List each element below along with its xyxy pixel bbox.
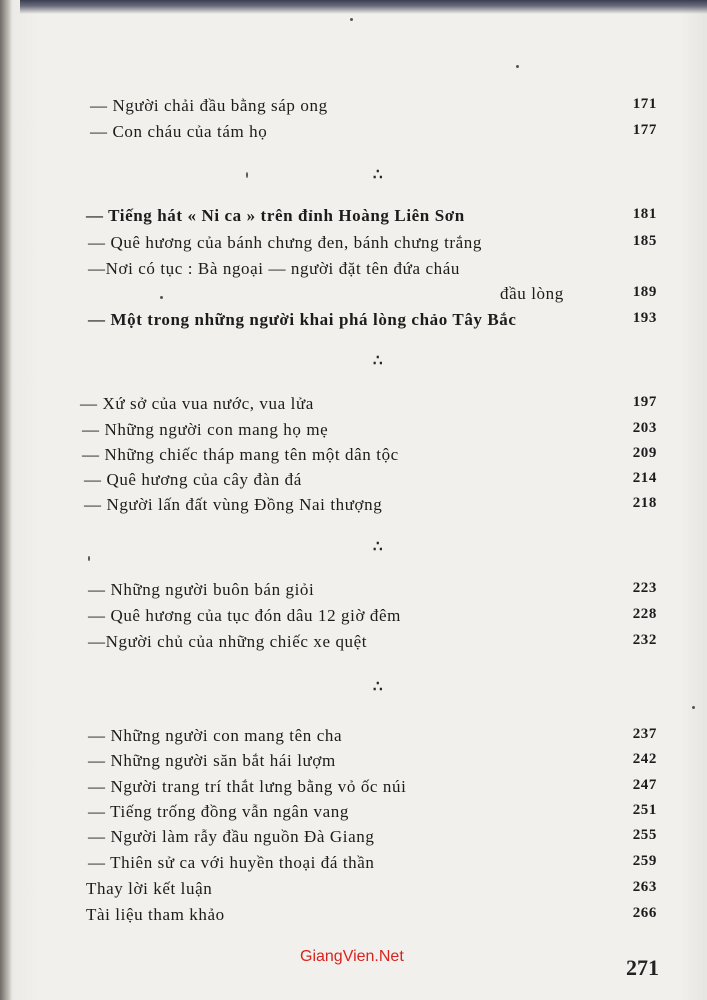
toc-entry xyxy=(0,470,707,496)
toc-entry xyxy=(0,495,707,521)
toc-entry xyxy=(0,879,707,905)
toc-entry-page: 259 xyxy=(632,853,657,869)
toc-entry-page: 263 xyxy=(632,879,657,895)
toc-entry-page: 177 xyxy=(632,122,657,138)
toc-entry-title: — Người chải đầu bằng sáp ong xyxy=(90,96,328,115)
toc-entry xyxy=(0,802,707,828)
toc-entry xyxy=(0,726,707,752)
toc-entry-page: 218 xyxy=(632,495,657,511)
toc-entry-page: 242 xyxy=(632,751,657,767)
toc-entry-title: — Những người con mang tên cha xyxy=(88,726,343,745)
toc-entry xyxy=(0,827,707,853)
toc-entry-page: 223 xyxy=(632,580,657,596)
toc-entry xyxy=(0,606,707,632)
toc-entry-page: 247 xyxy=(632,777,657,793)
toc-entry-page: 266 xyxy=(632,905,657,921)
toc-entry xyxy=(0,751,707,777)
toc-entry-page: 214 xyxy=(632,470,657,486)
toc-entry xyxy=(0,259,707,285)
toc-entry xyxy=(0,632,707,658)
toc-entry-title: —Người chủ của những chiếc xe quệt xyxy=(88,632,368,651)
toc-entry-page: 171 xyxy=(632,96,657,112)
toc-entry xyxy=(0,310,707,336)
section-separator: ∴ xyxy=(373,167,383,183)
toc-entry-title: — Một trong những người khai phá lòng chảo Tây Bắc xyxy=(88,310,517,329)
toc-entry xyxy=(0,445,707,471)
toc-entry-title: Thay lời kết luận xyxy=(86,879,213,898)
toc-entry-title: — Người lấn đất vùng Đồng Nai thượng xyxy=(84,495,383,514)
toc-entry-title: — Xứ sở của vua nước, vua lửa xyxy=(80,394,314,413)
toc-entry-page: 251 xyxy=(632,802,657,818)
toc-entry xyxy=(0,122,707,148)
toc-entry xyxy=(0,777,707,803)
toc-entry-title: — Những người con mang họ mẹ xyxy=(82,420,329,439)
toc-entry xyxy=(0,420,707,446)
toc-entry-title: — Người làm rẫy đầu nguồn Đà Giang xyxy=(88,827,375,846)
toc-entry-title: — Tiếng hát « Ni ca » trên đỉnh Hoàng Liên Sơn xyxy=(86,206,465,225)
toc-entry-title: — Những chiếc tháp mang tên một dân tộc xyxy=(82,445,399,464)
toc-entry-page: 237 xyxy=(632,726,657,742)
toc-entry-page: 203 xyxy=(632,420,657,436)
toc-entry-page: 193 xyxy=(632,310,657,326)
toc-entry-title: — Con cháu của tám họ xyxy=(90,122,268,141)
toc-entry xyxy=(0,580,707,606)
toc-entry-title: — Thiên sử ca với huyền thoại đá thần xyxy=(88,853,375,872)
toc-entry-title: — Quê hương của cây đàn đá xyxy=(84,470,302,489)
toc-entry-page: 228 xyxy=(632,606,657,622)
toc-entry xyxy=(0,96,707,122)
toc-entry xyxy=(0,394,707,420)
toc-entry xyxy=(0,284,707,310)
toc-entry xyxy=(0,853,707,879)
toc-entry-title: — Quê hương của tục đón dâu 12 giờ đêm xyxy=(88,606,401,625)
toc-entry-page: 232 xyxy=(632,632,657,648)
toc-entry xyxy=(0,233,707,259)
toc-entry-title: — Những người buôn bán giỏi xyxy=(88,580,315,599)
toc-entry-continuation: đầu lòng xyxy=(500,284,564,303)
toc-entry-page: 189 xyxy=(632,284,657,300)
toc-entry-title: — Người trang trí thắt lưng bằng vỏ ốc núi xyxy=(88,777,407,796)
section-separator: ∴ xyxy=(373,539,383,555)
toc-entry-title: — Những người săn bắt hái lượm xyxy=(88,751,336,770)
toc-entry-title: —Nơi có tục : Bà ngoại — người đặt tên đứa cháu xyxy=(88,259,460,278)
toc-entry-title: Tài liệu tham khảo xyxy=(86,905,225,924)
watermark-text: GiangVien.Net xyxy=(300,948,404,965)
toc-entry xyxy=(0,905,707,931)
toc-entry-page: 197 xyxy=(632,394,657,410)
toc-entry-title: — Quê hương của bánh chưng đen, bánh chưng trắng xyxy=(88,233,483,252)
page-number: 271 xyxy=(626,955,659,980)
toc-entry-page: 185 xyxy=(632,233,657,249)
toc-entry-page: 181 xyxy=(632,206,657,222)
section-separator: ∴ xyxy=(373,353,383,369)
toc-entry-title: — Tiếng trống đồng vẫn ngân vang xyxy=(88,802,349,821)
toc-entry-page: 255 xyxy=(632,827,657,843)
toc-entry-page: 209 xyxy=(632,445,657,461)
section-separator: ∴ xyxy=(373,679,383,695)
toc-entry xyxy=(0,206,707,232)
